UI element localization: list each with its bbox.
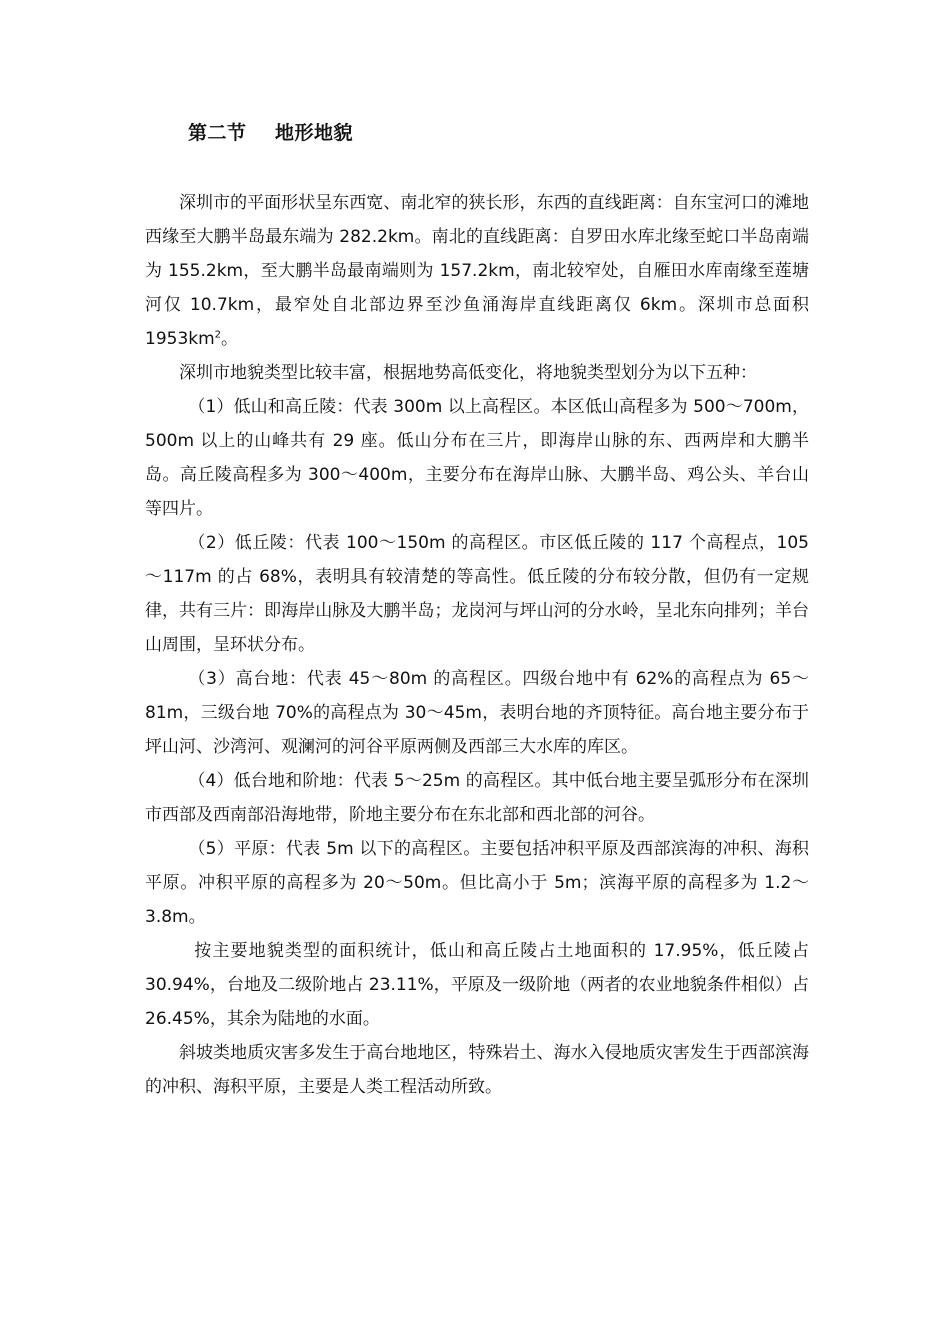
body-text [145,186,809,1104]
paragraph-type-2: （2）低丘陵：代表 100～150m 的高程区。市区低丘陵的 117 个高程点，105～117m 的占 68%，表明具有较清楚的等高性。低丘陵的分布较分散，但仍有一定规律，共有三片：即海岸山脉及大鹏半岛；龙岗河与坪山河的分水岭，呈北东向排列；羊台山周围，呈环状分布。 [145,533,809,655]
paragraph-intro [145,186,809,356]
paragraph-hazards: 斜坡类地质灾害多发生于高台地地区，特殊岩土、海水入侵地质灾害发生于西部滨海的冲积、海积平原，主要是人类工程活动所致。 [145,1043,809,1097]
paragraph-type-1: （1）低山和高丘陵：代表 300m 以上高程区。本区低山高程多为 500～700m，500m 以上的山峰共有 29 座。低山分布在三片，即海岸山脉的东、西两岸和大鹏半岛。高丘陵高程多为 300～400m，主要分布在海岸山脉、大鹏半岛、鸡公头、羊台山等四片。 [145,397,809,519]
paragraph-intro-end: 。 [221,329,239,349]
paragraph-type-4: （4）低台地和阶地：代表 5～25m 的高程区。其中低台地主要呈弧形分布在深圳市西部及西南部沿海地带，阶地主要分布在东北部和西北部的河谷。 [145,771,809,825]
paragraph-type-5: （5）平原：代表 5m 以下的高程区。主要包括冲积平原及西部滨海的冲积、海积平原。冲积平原的高程多为 20～50m。但比高小于 5m；滨海平原的高程多为 1.2～3.8m。 [145,839,809,927]
superscript-2: 2 [214,329,222,341]
section-title: 第二节 地形地貌 [188,122,353,144]
paragraph-type-3: （3）高台地：代表 45～80m 的高程区。四级台地中有 62%的高程点为 65～81m，三级台地 70%的高程点为 30～45m，表明台地的齐顶特征。高台地主要分布于坪山河、沙湾河、观澜河的河谷平原两侧及西部三大水库的库区。 [145,669,809,757]
paragraph-types-intro: 深圳市地貌类型比较丰富，根据地势高低变化，将地貌类型划分为以下五种： [179,363,757,383]
paragraph-intro-text: 深圳市的平面形状呈东西宽、南北窄的狭长形，东西的直线距离：自东宝河口的滩地西缘至大鹏半岛最东端为 282.2km。南北的直线距离：自罗田水库北缘至蛇口半岛南端为 155.2km，至大鹏半岛最南端则为 157.2km，南北较窄处，自雁田水库南缘至莲塘河仅 10.7km，最窄处自北部边界至沙鱼涌海岸直线距离仅 6km。深圳市总面积 1953km [145,193,809,349]
paragraph-area-stats: 按主要地貌类型的面积统计，低山和高丘陵占土地面积的 17.95%，低丘陵占 30.94%，台地及二级阶地占 23.11%，平原及一级阶地（两者的农业地貌条件相似）占 26.45%，其余为陆地的水面。 [145,941,809,1029]
